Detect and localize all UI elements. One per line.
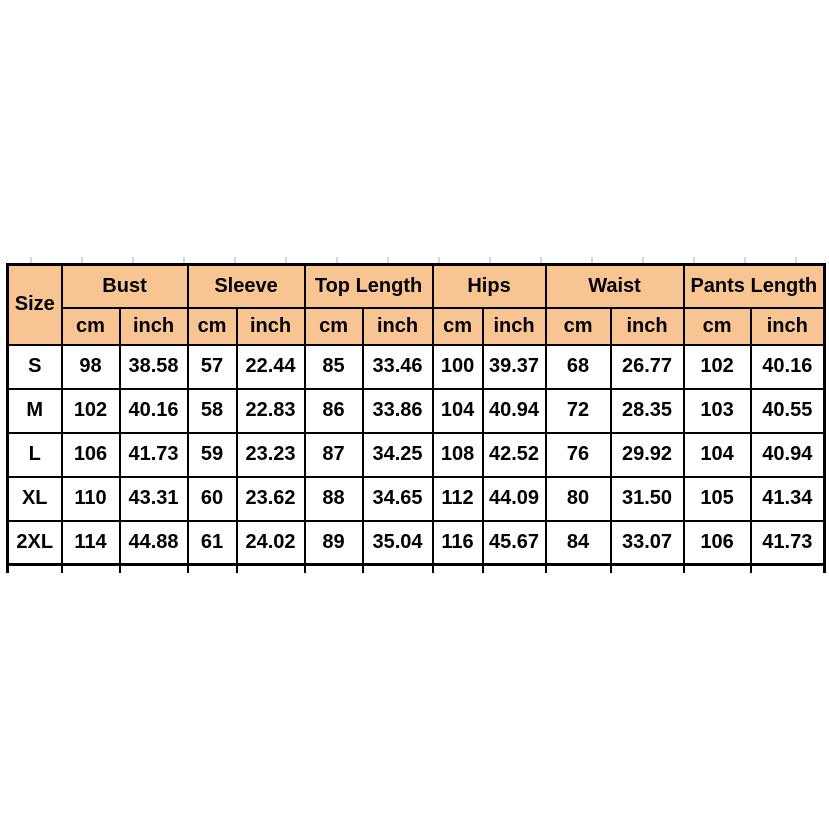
- measurement-value: 57: [188, 345, 237, 389]
- measurement-value: 102: [684, 345, 751, 389]
- measurement-value: 84: [546, 521, 611, 565]
- measurement-value: 39.37: [483, 345, 546, 389]
- measurement-group-header: Waist: [546, 265, 684, 308]
- measurement-value: 100: [433, 345, 483, 389]
- measurement-value: 58: [188, 389, 237, 433]
- measurement-value: 40.94: [483, 389, 546, 433]
- table-row: [8, 389, 825, 433]
- size-chart: [6, 263, 826, 573]
- table-row: [8, 521, 825, 565]
- table-row: [8, 477, 825, 521]
- unit-header-cm: cm: [546, 308, 611, 345]
- unit-header-cm: cm: [433, 308, 483, 345]
- measurement-value: 44.88: [120, 521, 188, 565]
- measurement-value: 68: [546, 345, 611, 389]
- measurement-value: 106: [684, 521, 751, 565]
- measurement-group-header: Top Length: [305, 265, 433, 308]
- measurement-value: 34.25: [363, 433, 433, 477]
- measurement-value: 80: [546, 477, 611, 521]
- cutoff-row: [8, 565, 825, 573]
- measurement-value: 104: [684, 433, 751, 477]
- measurement-value: 61: [188, 521, 237, 565]
- measurement-value: 88: [305, 477, 363, 521]
- unit-header-inch: inch: [363, 308, 433, 345]
- measurement-value: 40.16: [751, 345, 825, 389]
- measurement-value: 86: [305, 389, 363, 433]
- measurement-value: 105: [684, 477, 751, 521]
- measurement-value: 24.02: [237, 521, 305, 565]
- measurement-value: 72: [546, 389, 611, 433]
- unit-header-cm: cm: [188, 308, 237, 345]
- cutoff-cell: [305, 565, 363, 573]
- measurement-value: 59: [188, 433, 237, 477]
- cutoff-cell: [684, 565, 751, 573]
- unit-header-inch: inch: [483, 308, 546, 345]
- cutoff-cell: [62, 565, 120, 573]
- cutoff-cell: [546, 565, 611, 573]
- cutoff-cell: [120, 565, 188, 573]
- cutoff-cell: [751, 565, 825, 573]
- unit-header-inch: inch: [120, 308, 188, 345]
- measurement-value: 28.35: [611, 389, 684, 433]
- size-label: 2XL: [8, 521, 62, 565]
- measurement-group-header: Bust: [62, 265, 188, 308]
- measurement-value: 103: [684, 389, 751, 433]
- measurement-value: 102: [62, 389, 120, 433]
- measurement-value: 40.94: [751, 433, 825, 477]
- measurement-value: 23.62: [237, 477, 305, 521]
- size-label: XL: [8, 477, 62, 521]
- cutoff-cell: [8, 565, 62, 573]
- size-label: S: [8, 345, 62, 389]
- measurement-value: 44.09: [483, 477, 546, 521]
- unit-header-cm: cm: [305, 308, 363, 345]
- measurement-value: 29.92: [611, 433, 684, 477]
- measurement-value: 40.16: [120, 389, 188, 433]
- unit-header-cm: cm: [684, 308, 751, 345]
- cutoff-cell: [433, 565, 483, 573]
- measurement-value: 85: [305, 345, 363, 389]
- measurement-value: 33.07: [611, 521, 684, 565]
- measurement-value: 98: [62, 345, 120, 389]
- measurement-value: 35.04: [363, 521, 433, 565]
- cutoff-cell: [483, 565, 546, 573]
- measurement-value: 106: [62, 433, 120, 477]
- measurement-value: 104: [433, 389, 483, 433]
- cutoff-cell: [611, 565, 684, 573]
- measurement-value: 112: [433, 477, 483, 521]
- unit-header-cm: cm: [62, 308, 120, 345]
- cutoff-cell: [237, 565, 305, 573]
- measurement-value: 34.65: [363, 477, 433, 521]
- measurement-value: 108: [433, 433, 483, 477]
- measurement-value: 23.23: [237, 433, 305, 477]
- measurement-value: 114: [62, 521, 120, 565]
- measurement-value: 87: [305, 433, 363, 477]
- measurement-group-header: Sleeve: [188, 265, 305, 308]
- unit-header-inch: inch: [751, 308, 825, 345]
- measurement-value: 33.46: [363, 345, 433, 389]
- table-row: [8, 433, 825, 477]
- measurement-value: 33.86: [363, 389, 433, 433]
- size-label: L: [8, 433, 62, 477]
- unit-header-inch: inch: [237, 308, 305, 345]
- measurement-value: 43.31: [120, 477, 188, 521]
- measurement-group-header: Hips: [433, 265, 546, 308]
- measurement-value: 60: [188, 477, 237, 521]
- measurement-value: 116: [433, 521, 483, 565]
- measurement-value: 22.83: [237, 389, 305, 433]
- measurement-value: 41.73: [751, 521, 825, 565]
- measurement-value: 42.52: [483, 433, 546, 477]
- measurement-value: 41.73: [120, 433, 188, 477]
- measurement-value: 38.58: [120, 345, 188, 389]
- measurement-group-header: Pants Length: [684, 265, 825, 308]
- size-column-header: Size: [8, 265, 62, 345]
- measurement-value: 45.67: [483, 521, 546, 565]
- measurement-value: 110: [62, 477, 120, 521]
- measurement-value: 26.77: [611, 345, 684, 389]
- size-chart-table: [6, 263, 826, 573]
- measurement-value: 22.44: [237, 345, 305, 389]
- measurement-value: 76: [546, 433, 611, 477]
- measurement-value: 41.34: [751, 477, 825, 521]
- table-row: [8, 345, 825, 389]
- cutoff-cell: [363, 565, 433, 573]
- measurement-value: 40.55: [751, 389, 825, 433]
- size-label: M: [8, 389, 62, 433]
- measurement-value: 31.50: [611, 477, 684, 521]
- measurement-value: 89: [305, 521, 363, 565]
- cutoff-cell: [188, 565, 237, 573]
- unit-header-inch: inch: [611, 308, 684, 345]
